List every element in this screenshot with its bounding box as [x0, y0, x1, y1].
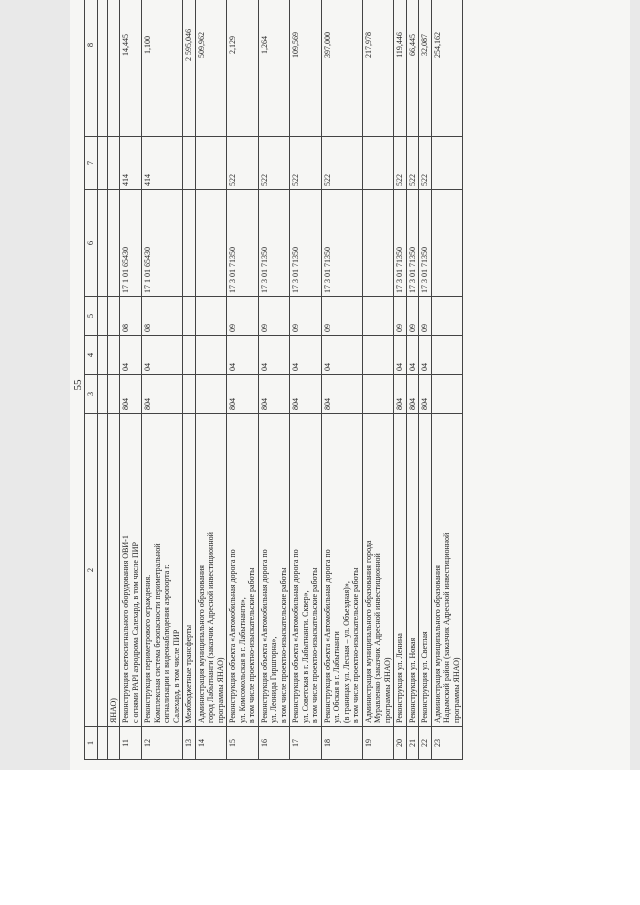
description-line: город Лабытнанги (заказчик Адресной инвестиционной [206, 532, 215, 723]
row-number-cell: 20 [394, 727, 407, 760]
code-cell: 522 [290, 137, 322, 190]
code-cell: 522 [406, 137, 419, 190]
amount-cell [142, 0, 183, 137]
code-cell: 04 [120, 336, 142, 375]
code-cell: 04 [258, 336, 290, 375]
table-row [195, 0, 227, 760]
description-line: с огнями РАРI аэродрома Салехард, в том числе ПИР [130, 542, 140, 723]
code-cell [431, 375, 463, 414]
amount-value: 509,962 [196, 32, 206, 58]
description-cell [362, 414, 394, 727]
description-line: в том числе проектно-изыскательские работы [310, 567, 319, 723]
code-cell: 09 [258, 297, 290, 336]
code-cell: 04 [142, 336, 183, 375]
code-cell: 804 [258, 375, 290, 414]
code-cell: 09 [227, 297, 259, 336]
description-cell [142, 414, 183, 727]
code-cell: 04 [227, 336, 259, 375]
code-cell [362, 190, 394, 297]
code-cell [195, 336, 227, 375]
code-cell: 804 [227, 375, 259, 414]
row-number-cell: 18 [321, 727, 362, 760]
code-cell: 04 [290, 336, 322, 375]
code-cell [183, 190, 196, 297]
code-cell: 17 3 01 71350 [290, 190, 322, 297]
amount-cell [431, 0, 463, 137]
code-cell: 17 3 01 71350 [227, 190, 259, 297]
description-line: сигнализации и видеонаблюдения аэропорта г. [162, 564, 171, 723]
row-number-cell: 22 [419, 727, 432, 760]
code-cell [195, 137, 227, 190]
table-row [142, 0, 183, 760]
code-cell: 522 [419, 137, 432, 190]
amount-value: 1,100 [143, 36, 152, 54]
description-cell [419, 414, 432, 727]
code-cell [431, 336, 463, 375]
amount-value: 397,000 [322, 32, 332, 58]
code-cell: 522 [394, 137, 407, 190]
description-line: Салехард, в том числе ПИР [171, 629, 181, 723]
description-line: в том числе проектно-изыскательские работы [247, 567, 256, 723]
description-cell [431, 414, 463, 727]
code-cell: 04 [394, 336, 407, 375]
description-line: ул. Комсомольская в г. Лабытнанги», [237, 597, 247, 723]
description-line: Администрация муниципального образования города [363, 540, 373, 723]
description-line: Реконструкция периметрового ограждения. [143, 574, 152, 723]
description-line: Администрация муниципального образования [196, 565, 206, 723]
table-row [290, 0, 322, 760]
code-cell: 17 1 01 65430 [120, 190, 142, 297]
header-cell: 7 [85, 137, 98, 190]
amount-value: 254,162 [432, 32, 442, 58]
code-cell [107, 336, 120, 375]
row-number-cell: 17 [290, 727, 322, 760]
amount-cell [290, 0, 322, 137]
code-cell: 804 [120, 375, 142, 414]
code-cell: 09 [321, 297, 362, 336]
description-line: (в границах ул. Лесная – ул. Объездная)», [341, 581, 351, 723]
description-line: Реконструкция объекта «Автомобильная дорога по [322, 549, 332, 723]
description-cell [107, 414, 120, 727]
description-line: Реконструкция ул. Новая [407, 637, 417, 723]
description-cell [394, 414, 407, 727]
amount-value: 66,445 [407, 34, 417, 56]
code-cell [195, 375, 227, 414]
code-cell [183, 137, 196, 190]
table-row [258, 0, 290, 760]
amount-value: 119,446 [395, 32, 404, 58]
code-cell: 04 [406, 336, 419, 375]
description-line: Реконструкция объекта «Автомобильная дорога по [291, 549, 300, 723]
code-cell: 522 [227, 137, 259, 190]
code-cell [195, 297, 227, 336]
table-row [183, 0, 196, 760]
code-cell: 09 [419, 297, 432, 336]
row-number-cell [107, 727, 120, 760]
code-cell: 17 1 01 65430 [142, 190, 183, 297]
code-cell: 804 [142, 375, 183, 414]
rotated-page-content [70, 10, 630, 760]
header-cell: 2 [85, 414, 98, 727]
table-header-row [85, 0, 98, 760]
description-line: Муравленко (заказчик Адресной инвестиционной [373, 553, 382, 723]
code-cell [183, 336, 196, 375]
row-number-cell: 21 [406, 727, 419, 760]
description-line: Реконструкция объекта «Автомобильная дорога по [228, 549, 237, 723]
code-cell [183, 297, 196, 336]
table-row [419, 0, 432, 760]
row-number-cell: 15 [227, 727, 259, 760]
description-cell [195, 414, 227, 727]
code-cell: 04 [419, 336, 432, 375]
code-cell [195, 190, 227, 297]
description-line: Надымский район (заказчик Адресной инвестиционной [442, 532, 451, 723]
amount-value: 2,129 [228, 36, 237, 54]
table-row [394, 0, 407, 760]
amount-cell [195, 0, 227, 137]
row-number-cell: 13 [183, 727, 196, 760]
amount-value: 2 595,046 [184, 29, 193, 61]
description-cell [258, 414, 290, 727]
amount-cell [362, 0, 394, 137]
code-cell: 414 [142, 137, 183, 190]
amount-value: 109,569 [291, 32, 300, 58]
row-number-cell: 23 [431, 727, 463, 760]
header-cell: 6 [85, 190, 98, 297]
code-cell: 04 [321, 336, 362, 375]
amount-cell [107, 0, 120, 137]
row-number-cell: 16 [258, 727, 290, 760]
header-cell: 1 [85, 727, 98, 760]
description-cell [290, 414, 322, 727]
code-cell: 804 [419, 375, 432, 414]
code-cell [362, 137, 394, 190]
code-cell: 17 3 01 71350 [406, 190, 419, 297]
code-cell: 17 3 01 71350 [419, 190, 432, 297]
table-row [431, 0, 463, 760]
code-cell [431, 190, 463, 297]
code-cell [183, 375, 196, 414]
code-cell: 09 [290, 297, 322, 336]
description-line: ЯНАО) [108, 698, 118, 723]
header-cell: 8 [85, 0, 98, 137]
amount-cell [394, 0, 407, 137]
code-cell: 09 [406, 297, 419, 336]
header-cell: 3 [85, 375, 98, 414]
code-cell: 08 [142, 297, 183, 336]
description-line: в том числе проектно-изыскательские работы [278, 567, 288, 723]
amount-cell [120, 0, 142, 137]
code-cell: 804 [406, 375, 419, 414]
code-cell [107, 297, 120, 336]
amount-value: 14,445 [121, 34, 130, 56]
description-line: программы ЯНАО) [451, 657, 461, 723]
code-cell [362, 297, 394, 336]
description-line: ул. Советская в г. Лабытнанги. Сквер», [300, 590, 310, 723]
code-cell: 804 [290, 375, 322, 414]
budget-table [84, 0, 463, 760]
code-cell [362, 336, 394, 375]
amount-value: 32,087 [420, 34, 429, 56]
description-line: Реконструкция ул. Ленина [395, 633, 404, 723]
description-line: ул. Леонида Гиршгорна», [269, 636, 278, 723]
code-cell: 08 [120, 297, 142, 336]
description-line: Межбюджетные трансферты [184, 625, 193, 723]
description-cell [321, 414, 362, 727]
description-cell [227, 414, 259, 727]
code-cell [431, 137, 463, 190]
row-number-cell: 14 [195, 727, 227, 760]
code-cell: 17 3 01 71350 [394, 190, 407, 297]
code-cell: 414 [120, 137, 142, 190]
description-line: программы ЯНАО) [382, 657, 392, 723]
description-line: ул. Обская в г. Лабытнанги [332, 631, 341, 723]
amount-value: 1,264 [259, 36, 269, 54]
amount-cell [183, 0, 196, 137]
code-cell: 522 [321, 137, 362, 190]
amount-cell [258, 0, 290, 137]
table-row [362, 0, 394, 760]
row-number-cell: 11 [120, 727, 142, 760]
table-row [227, 0, 259, 760]
code-cell [107, 137, 120, 190]
code-cell: 09 [394, 297, 407, 336]
description-line: Комплексная система безопасности периметральной [152, 543, 162, 723]
table-row [120, 0, 142, 760]
description-line: программы ЯНАО) [215, 657, 225, 723]
amount-cell [406, 0, 419, 137]
code-cell [107, 375, 120, 414]
amount-cell [321, 0, 362, 137]
description-cell [406, 414, 419, 727]
row-number-cell: 12 [142, 727, 183, 760]
code-cell: 17 3 01 71350 [258, 190, 290, 297]
page-number: 55 [72, 379, 84, 391]
table-row [107, 0, 120, 760]
code-cell: 17 3 01 71350 [321, 190, 362, 297]
header-cell: 5 [85, 297, 98, 336]
description-line: Реконструкция светосигнального оборудования ОВИ-1 [121, 535, 130, 723]
description-line: Реконструкция ул. Светлая [420, 631, 429, 723]
row-number-cell: 19 [362, 727, 394, 760]
description-cell [120, 414, 142, 727]
code-cell: 522 [258, 137, 290, 190]
spacer-row [97, 0, 107, 760]
table-body [107, 0, 463, 760]
description-line: Администрация муниципального образования [432, 565, 442, 723]
code-cell: 804 [394, 375, 407, 414]
amount-cell [227, 0, 259, 137]
description-line: Реконструкция объекта «Автомобильная дорога по [259, 549, 269, 723]
code-cell [107, 190, 120, 297]
description-line: в том числе проектно-изыскательские работы [351, 567, 360, 723]
code-cell: 804 [321, 375, 362, 414]
description-cell [183, 414, 196, 727]
table-row [321, 0, 362, 760]
table-row [406, 0, 419, 760]
header-cell: 4 [85, 336, 98, 375]
amount-cell [419, 0, 432, 137]
code-cell [431, 297, 463, 336]
code-cell [362, 375, 394, 414]
amount-value: 217,978 [363, 32, 373, 58]
